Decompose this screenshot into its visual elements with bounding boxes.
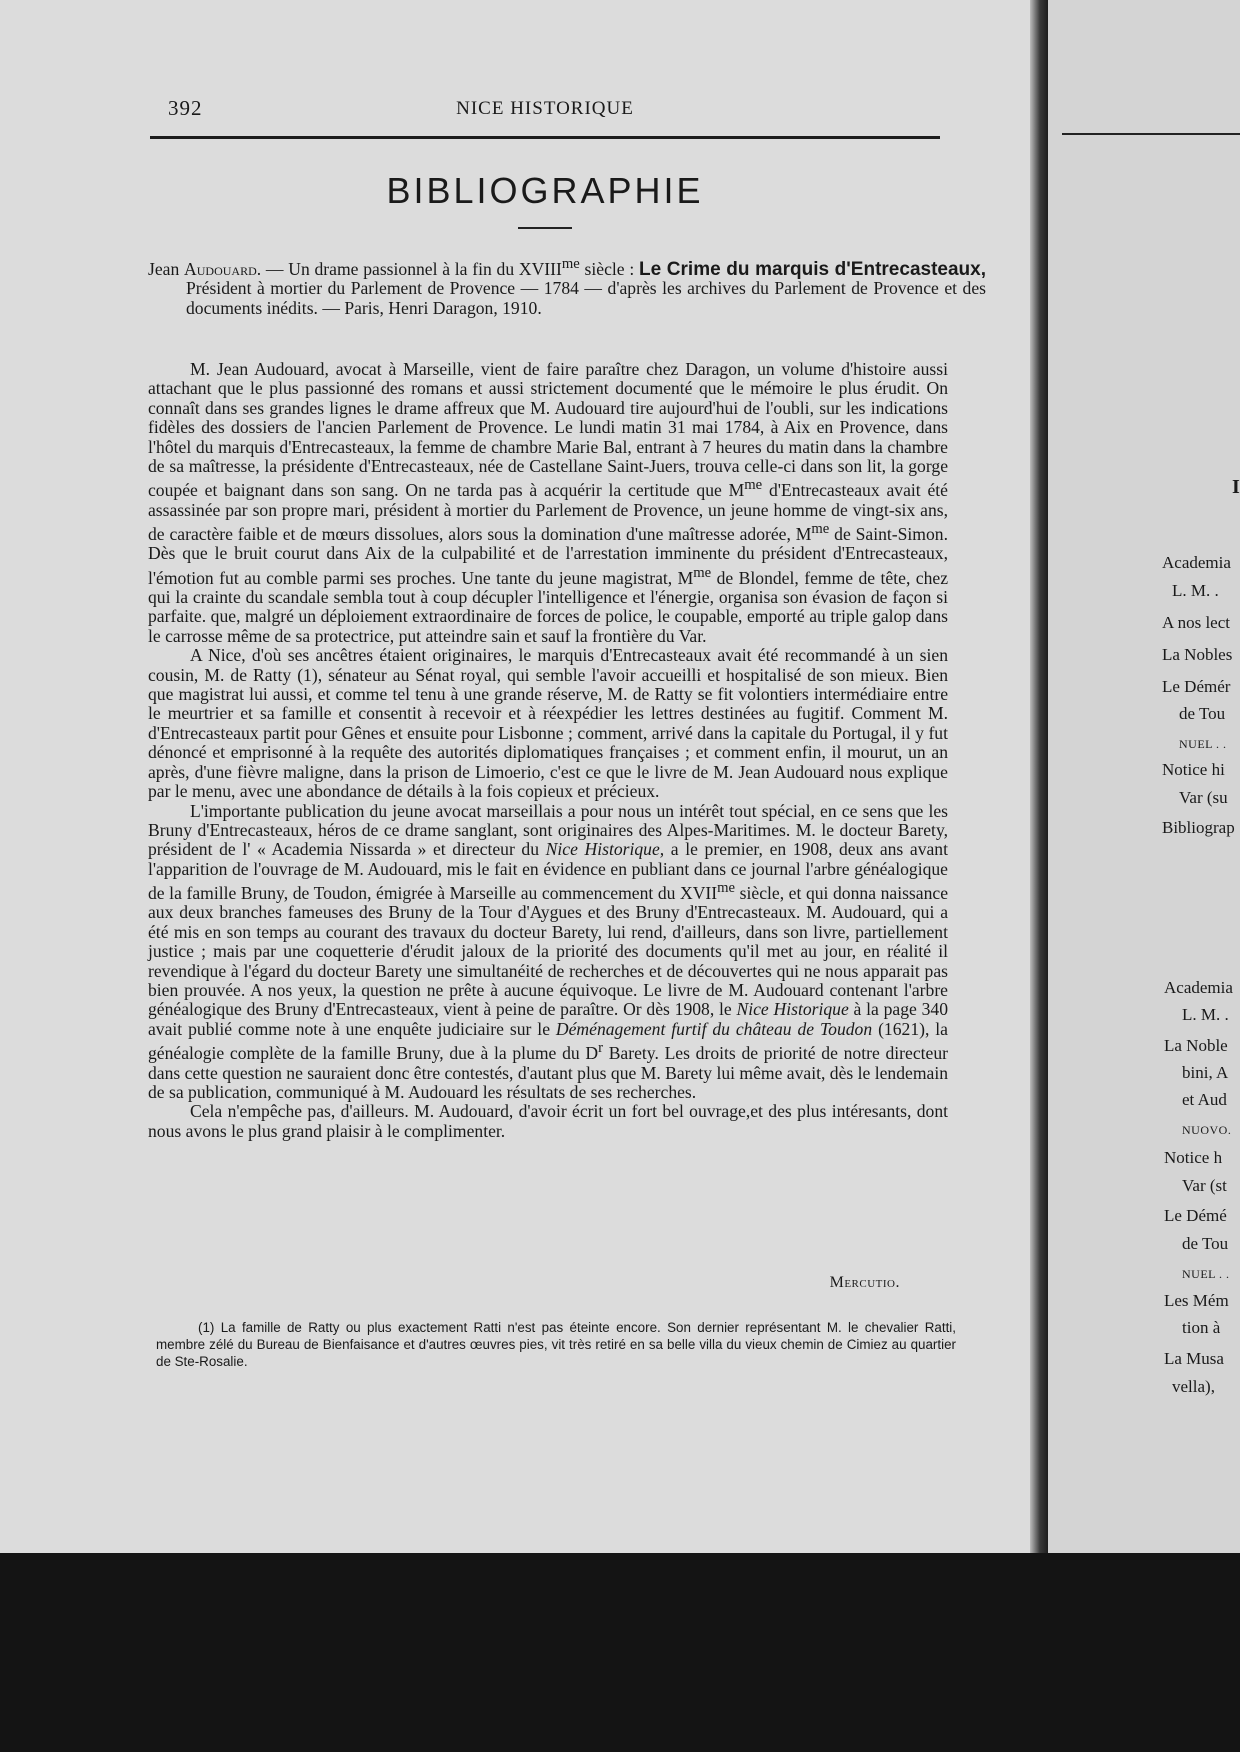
running-header <box>150 96 940 126</box>
toc-line: La Noble <box>1164 1036 1228 1055</box>
toc-line: NUEL . . <box>1182 1267 1230 1281</box>
toc-line: Academia <box>1162 553 1231 572</box>
review-body <box>148 360 948 1141</box>
toc-line: et Aud <box>1182 1090 1227 1109</box>
toc-line: A nos lect <box>1162 613 1230 632</box>
author-last-name: Audouard. <box>184 258 262 279</box>
text-run: de Blondel, femme de tête, chez qui la crainte du scandale sembla tout à coup décupler l'intelligence et l'énergie, organisa son évasion de façon si parfaite. que, malgré un déploiement extraordinaire de forces de police, le coupable, emporté au triple galop dans le carrosse même de sa protectrice, put atteindre sain et sauf la frontière du Var. <box>148 567 949 646</box>
superscript: me <box>717 880 736 897</box>
text-run: M. Jean Audouard, avocat à Marseille, vient de faire paraître chez Daragon, un volume d'histoire aussi attachant que le plus passionné des romans et aussi strictement documenté que le mémoire le plus érudit. On connaît dans ses grandes lignes le drame affreux que M. Audouard tire aujourd'hui de l'oubli, sur les indications fidèles des dossiers de l'ancien Parlement de Provence. Le lundi matin 31 mai 1784, à Aix en Provence, dans l'hôtel du marquis d'Entrecasteaux, la femme de chambre Marie Bal, entrant à 7 heures du matin dans la chambre de sa maîtresse, la présidente d'Entrecasteaux, née de Castellane Saint-Juers, trouva celle-ci dans son lit, la gorge coupée et baignant dans son sang. On ne tarda pas à acquérir la certitude que M <box>148 359 948 501</box>
right-page-rule <box>1062 133 1240 135</box>
book-title: Le Crime du marquis d'Entrecasteaux, <box>639 258 986 280</box>
citation-after-sup: siècle : <box>579 258 639 279</box>
text-run: d'Entrecasteaux avait été assassinée par son propre mari, président à mortier du Parlement de Provence, un jeune homme de vingt-six ans, de caractère faible et de mœurs dissolues, alors sous la domination d'une maîtresse adorée, M <box>148 480 948 544</box>
toc-line: NUOVO. <box>1182 1123 1232 1137</box>
paragraph <box>148 802 948 1103</box>
citation-lead: — Un drame passionnel à la fin du XVIII <box>261 258 562 279</box>
toc-line: NUEL . . <box>1179 737 1227 751</box>
paragraph <box>148 360 948 646</box>
text-run: de Saint-Simon. Dès que le bruit courut dans Aix de la culpabilité et de l'arrestation imminente du président d'Entrecasteaux, l'émotion fut au comble parmi ses proches. Une tante du jeune magistrat, M <box>148 523 948 588</box>
text-run: à la page 340 avait publié comme note à une enquête judiciaire sur le <box>148 999 949 1039</box>
toc-line: Notice hi <box>1162 760 1225 779</box>
toc-line: La Nobles <box>1162 645 1233 664</box>
toc-line: tion à <box>1182 1318 1221 1337</box>
toc-line: vella), <box>1172 1377 1215 1396</box>
paragraph: Cela n'empêche pas, d'ailleurs. M. Audouard, d'avoir écrit un fort bel ouvrage,et des plus intéresants, dont nous avons le plus grand plaisir à le complimenter. <box>148 1101 948 1141</box>
toc-line: Var (su <box>1179 788 1228 807</box>
text-run: (1621), la généalogie complète de la famille Bruny, due à la plume du D <box>148 1018 948 1064</box>
superscript: me <box>811 521 830 538</box>
scan-bottom-margin <box>0 1553 1240 1752</box>
superscript: me <box>561 256 580 272</box>
toc-line: L. M. . <box>1182 1005 1229 1024</box>
citation-details: Président à mortier du Parlement de Provence — 1784 — d'après les archives du Parlement de Provence et des documents inédits. — Paris, Henri Daragon, 1910. <box>186 278 986 318</box>
bibliographic-citation <box>148 255 986 318</box>
header-rule <box>150 136 940 139</box>
right-page-heading-fragment: I <box>1232 476 1240 498</box>
italic-run: Nice Historique <box>736 999 849 1020</box>
section-title: BIBLIOGRAPHIE <box>386 170 704 211</box>
running-title: NICE HISTORIQUE <box>456 98 634 119</box>
toc-line: de Tou <box>1182 1234 1229 1253</box>
title-rule <box>518 227 572 229</box>
toc-line: Academia <box>1164 978 1233 997</box>
text-run: Barety. Les droits de priorité de notre directeur dans cette question ne sauraient donc être contestés, d'autant plus que M. Barety lui même avait, dès le lendemain de sa publication, communiqué à M. Audouard les résultats de ses recherches. <box>148 1043 949 1102</box>
text-run: siècle, et qui donna naissance aux deux branches fameuses des Bruny de la Tour d'Aygues et des Bruny d'Entrecasteaux. M. Audouard, qui a été mis en son temps au courant des travaux du docteur Barety, lui rend, d'ailleurs, dans son livre, partiellement justice ; mais par une coquetterie d'érudit jaloux de la priorité des documents qu'il met au jour, en réalité il revendique à l'égard du docteur Barety une simultanéité de recherches et de découvertes qui ne nous apparait pas bien prouvée. A nos yeux, la question ne prête à aucune équivoque. Le livre de M. Audouard contenant l'arbre généalogique des Bruny d'Entrecasteaux, vient à peine de paraître. Or dès 1908, le <box>148 883 949 1020</box>
author-first-name: Jean <box>148 258 180 279</box>
toc-line: Var (st <box>1182 1176 1227 1195</box>
footnote: (1) La famille de Ratty ou plus exactement Ratti n'est pas éteinte encore. Son dernier représentant M. le chevalier Ratti, membre zélé du Bureau de Bienfaisance et d'autres œuvres pies, vit très retiré en sa belle villa du vieux chemin de Cimiez au quartier de Ste-Rosalie. <box>156 1320 956 1369</box>
toc-line: Bibliograp <box>1162 818 1235 837</box>
signature: Mercutio. <box>829 1274 900 1291</box>
italic-run: Nice Historique, <box>545 839 665 860</box>
toc-line: Notice h <box>1164 1148 1223 1167</box>
toc-line: de Tou <box>1179 704 1226 723</box>
toc-line: Le Démér <box>1162 677 1231 696</box>
toc-line: Les Mém <box>1164 1291 1229 1310</box>
toc-line: La Musa <box>1164 1349 1224 1368</box>
superscript: me <box>744 477 763 494</box>
paragraph: A Nice, d'où ses ancêtres étaient originaires, le marquis d'Entrecasteaux avait été recommandé à un sien cousin, M. de Ratty (1), sénateur au Sénat royal, qui semble l'avoir accueilli et hospitalisé de son mieux. Bien que magistrat lui aussi, et comme tel tenu à une grande réserve, M. de Ratty se fit volontiers intermédiaire entre le meurtrier et sa famille et consentit à recevoir et à réexpédier les lettres destinées au fugitif. Comment M. d'Entrecasteaux partit pour Gênes et ensuite pour Lisbonne ; comment, arrivé dans la capitale du Portugal, il y fut dénoncé et emprisonné à la requête des autorités diplomatiques françaises ; et comment enfin, il mourut, un an après, d'une fièvre maligne, dans la prison de Limoerio, c'est ce que le livre de M. Jean Audouard nous explique par le menu, avec une abondance de détails à la fois copieux et précieux. <box>148 645 948 802</box>
superscript: me <box>693 564 712 581</box>
book-gutter <box>1030 0 1048 1553</box>
superscript: r <box>598 1040 603 1057</box>
right-page <box>1048 0 1240 1553</box>
text-run: L'importante publication du jeune avocat marseillais a pour nous un intérêt tout spécial, en ce sens que les Bruny d'Entrecasteaux, héros de ce drame sanglant, sont originaires des Alpes-Maritimes. M. le docteur Barety, président de l' « Academia Nissarda » et directeur du <box>148 800 948 860</box>
toc-line: Le Démé <box>1164 1206 1227 1225</box>
text-run: a le premier, en 1908, deux ans avant l'apparition de l'ouvrage de M. Audouard, mis le fait en évidence en publiant dans ce journal l'arbre généalogique de la famille Bruny, de Toudon, émigrée à Marseille au commencement du XVII <box>148 839 948 903</box>
toc-line: L. M. . <box>1172 581 1219 600</box>
toc-line: bini, A <box>1182 1063 1229 1082</box>
italic-run: Déménagement furtif du château de Toudon <box>555 1018 873 1039</box>
page-number: 392 <box>168 96 203 120</box>
